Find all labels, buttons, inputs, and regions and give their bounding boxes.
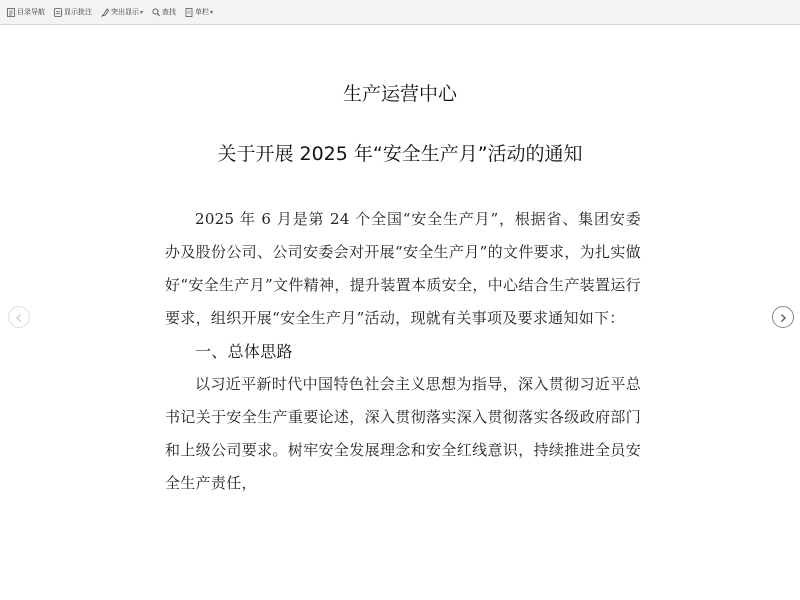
toc-nav-label: 目录导航 (17, 8, 45, 16)
show-comments-button[interactable] (51, 2, 95, 22)
section-heading: 一、总体思路 (195, 342, 293, 361)
search-icon (152, 8, 160, 17)
single-column-button[interactable] (182, 2, 216, 22)
prev-page-button[interactable] (8, 306, 30, 328)
highlight-icon (101, 8, 109, 17)
chevron-right-icon (778, 308, 788, 327)
find-button[interactable] (149, 2, 179, 22)
chevron-left-icon (14, 308, 24, 327)
comment-icon (54, 8, 62, 17)
chevron-down-icon: ▾ (140, 8, 144, 16)
notice-title: 关于开展 2025 年“安全生产月”活动的通知 (217, 143, 583, 165)
document-body (165, 203, 641, 500)
chevron-down-icon: ▾ (210, 8, 214, 16)
next-page-button[interactable] (772, 306, 794, 328)
org-title: 生产运营中心 (342, 83, 457, 105)
highlight-button[interactable] (98, 2, 146, 22)
toc-nav-button[interactable] (4, 2, 48, 22)
highlight-label: 突出显示 (111, 8, 139, 16)
paragraph-guideline: 以习近平新时代中国特色社会主义思想为指导，深入贯彻习近平总书记关于安全生产重要论述，深入贯彻落实深入贯彻落实各级政府部门和上级公司要求。树牢安全发展理念和安全红线意识，持续推进全员安全生产责任， (165, 375, 641, 492)
paragraph-intro: 2025 年 6 月是第 24 个全国“安全生产月”，根据省、集团安委办及股份公司、公司安委会对开展“安全生产月”的文件要求，为扎实做好“安全生产月”文件精神，提升装置本质安全，中心结合生产装置运行要求，组织开展“安全生产月”活动，现就有关事项及要求通知如下： (165, 210, 641, 327)
find-label: 查找 (162, 8, 177, 16)
single-column-label: 单栏 (195, 8, 210, 16)
toolbar (0, 0, 800, 25)
toc-icon (7, 8, 15, 17)
single-column-icon (185, 8, 193, 17)
show-comments-label: 显示批注 (64, 8, 92, 16)
